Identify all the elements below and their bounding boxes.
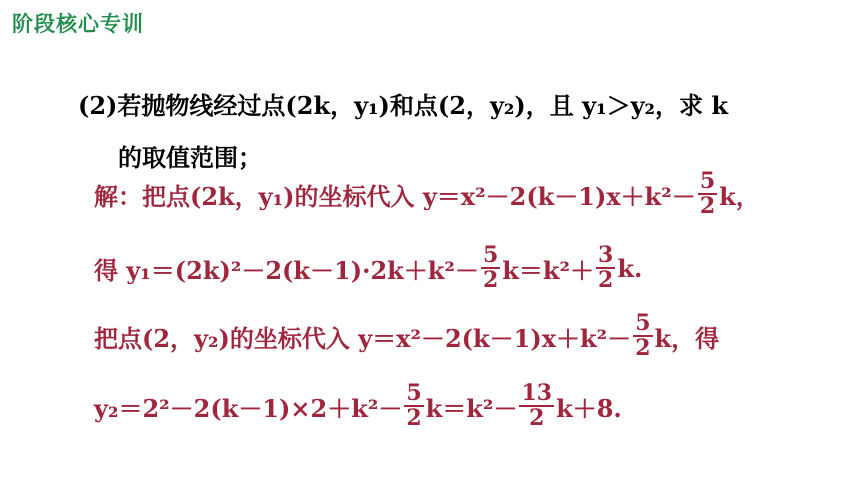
fraction-denominator: 2 <box>482 267 499 294</box>
fraction-denominator: 2 <box>635 335 651 362</box>
solution-line-3 <box>94 312 719 360</box>
fraction-numerator: 13 <box>521 380 553 406</box>
solution-text-2b: k＝k²＋ <box>502 255 595 285</box>
fraction-numerator: 5 <box>699 168 716 194</box>
fraction-numerator: 5 <box>635 310 651 336</box>
fraction-denominator: 2 <box>529 405 545 432</box>
fraction-denominator: 2 <box>598 267 614 294</box>
solution-text-2c: k. <box>617 253 643 283</box>
solution-line-1 <box>94 170 760 218</box>
fraction-denominator: 2 <box>699 193 716 220</box>
solution-line-2 <box>94 244 642 292</box>
fraction-numerator: 3 <box>598 242 614 268</box>
fraction-denominator: 2 <box>406 405 422 432</box>
question-line-2 <box>118 138 262 173</box>
section-header-title: 阶段核心专训 <box>12 12 144 36</box>
question-text-1: (2)若抛物线经过点(2k，y₁)和点(2，y₂)，且 y₁＞y₂，求 k <box>78 91 729 120</box>
fraction-numerator: 5 <box>482 242 499 268</box>
fraction-5-2 <box>481 244 500 292</box>
solution-line-4 <box>94 382 622 430</box>
fraction-5-2 <box>698 170 717 218</box>
solution-text-4b: k＝k²－ <box>425 393 518 423</box>
fraction-5-2 <box>404 382 423 430</box>
solution-text-3a: 把点(2，y₂)的坐标代入 y＝x²－2(k－1)x＋k²－ <box>94 323 632 353</box>
solution-text-4a: y₂＝2²－2(k－1)×2＋k²－ <box>94 393 403 423</box>
question-text-2: 的取值范围； <box>118 143 262 172</box>
solution-text-4c: k＋8. <box>556 393 622 423</box>
solution-text-3b: k，得 <box>654 323 720 353</box>
solution-text-1a: 解：把点(2k，y₁)的坐标代入 y＝x²－2(k－1)x＋k²－ <box>94 181 696 211</box>
fraction-5-2 <box>633 312 652 360</box>
fraction-numerator: 5 <box>406 380 422 406</box>
fraction-13-2 <box>519 382 554 430</box>
solution-text-1b: k， <box>719 181 760 211</box>
solution-text-2a: 得 y₁＝(2k)²－2(k－1)·2k＋k²－ <box>94 255 479 285</box>
question-line-1 <box>78 86 728 121</box>
fraction-3-2 <box>596 244 615 292</box>
